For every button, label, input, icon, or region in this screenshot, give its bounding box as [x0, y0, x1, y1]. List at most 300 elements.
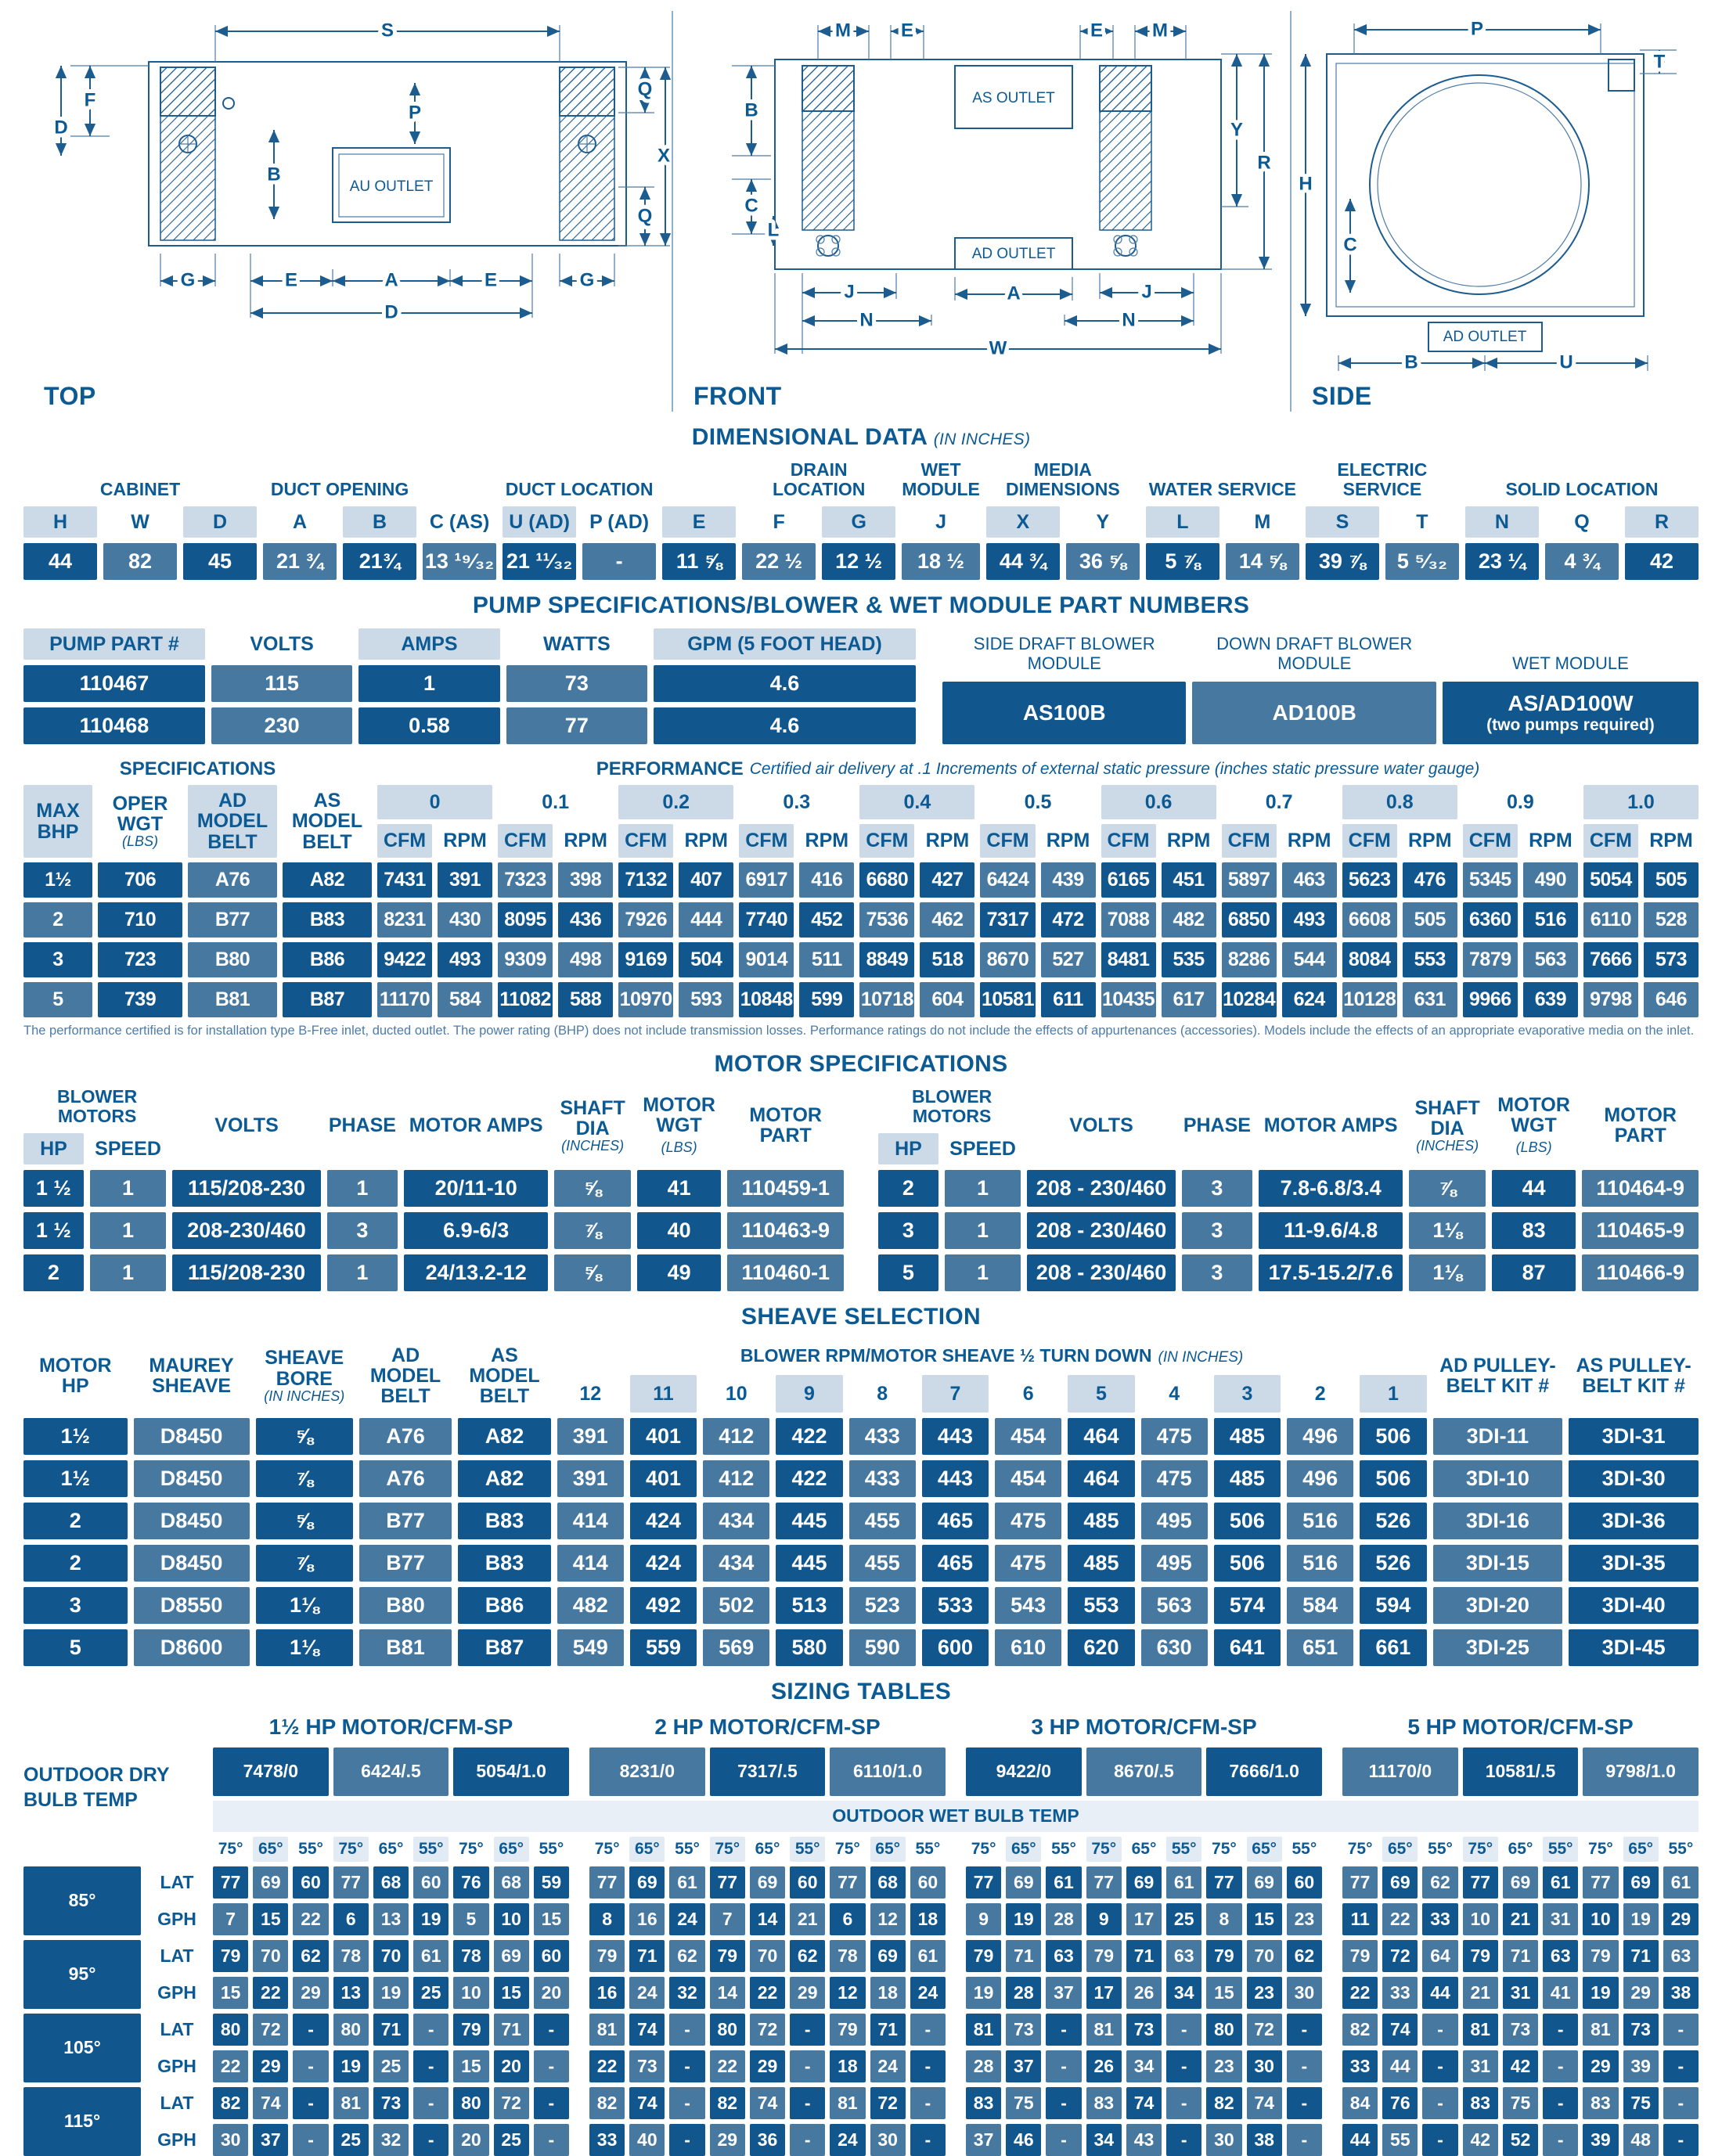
- model-cfm-sp-cell: 6424/.5: [333, 1747, 449, 1796]
- sheave-selection-title: SHEAVE SELECTION: [741, 1303, 981, 1330]
- lat-value-cell: 69: [1382, 1866, 1418, 1899]
- gph-value-cell: 16: [629, 1903, 665, 1935]
- gph-value-cell: 18: [870, 1977, 906, 2009]
- gph-value-cell: 25: [1166, 1903, 1201, 1935]
- lat-value-cell: 69: [750, 1866, 785, 1899]
- static-pressure-header: 0.4: [859, 785, 974, 819]
- pump-value-cell: 0.58: [358, 707, 499, 744]
- lat-row-label: LAT: [160, 1871, 194, 1892]
- cfm-value: 10581: [980, 982, 1035, 1017]
- sheave-value-cell: A76: [359, 1418, 452, 1455]
- cfm-value: 8670: [980, 942, 1035, 977]
- cfm-rpm-header: RPM: [1287, 830, 1331, 852]
- sheave-value-cell: B83: [458, 1503, 550, 1539]
- sheave-value-cell: 433: [849, 1418, 916, 1455]
- performance-spec-cell: 5: [23, 982, 92, 1017]
- gph-value-cell: 34: [1086, 2124, 1122, 2156]
- model-cfm-sp-cell: 9422/0: [966, 1747, 1082, 1796]
- cfm-rpm-header: CFM: [1583, 824, 1638, 858]
- gph-value-cell: 37: [966, 2124, 1001, 2156]
- lat-value-cell: 81: [830, 2087, 865, 2119]
- lat-value-cell: -: [1543, 2087, 1578, 2119]
- sheave-value-cell: 3DI-20: [1433, 1587, 1563, 1624]
- sheave-value-cell: D8450: [134, 1418, 250, 1455]
- spacer: [574, 2050, 585, 2082]
- gph-value-cell: -: [1422, 2050, 1457, 2082]
- cfm-rpm-header: RPM: [564, 830, 607, 852]
- sheave-turns-header: 9: [776, 1375, 842, 1413]
- lat-value-cell: 69: [1006, 1866, 1041, 1899]
- cfm-value: 8231: [377, 902, 432, 938]
- gph-value-cell: -: [790, 2050, 825, 2082]
- gph-value-cell: 41: [1543, 1977, 1578, 2009]
- rpm-value: 624: [1282, 982, 1337, 1017]
- hp-group-title: 1½ HP MOTOR/CFM-SP: [268, 1714, 513, 1739]
- spacer: [950, 2124, 961, 2156]
- sheave-value-cell: 495: [1141, 1503, 1208, 1539]
- static-pressure-header: 0.3: [783, 790, 811, 813]
- gph-value-cell: -: [1166, 2124, 1201, 2156]
- cfm-value: 5345: [1463, 862, 1518, 898]
- sheave-value-cell: 594: [1360, 1587, 1426, 1624]
- lat-value-cell: 72: [1247, 2014, 1282, 2046]
- cfm-value: 10435: [1101, 982, 1156, 1017]
- blower-motors-group-header: BLOWER MOTORS: [912, 1085, 992, 1126]
- gph-value-cell: 19: [1006, 1903, 1041, 1935]
- cfm-value: 6917: [739, 862, 794, 898]
- dim-value-cell: 22 ½: [742, 543, 816, 580]
- dim-column-group-header: DRAIN LOCATION: [772, 459, 866, 499]
- front-view-panel: [672, 11, 1290, 412]
- performance-left-header: MAX BHP: [23, 785, 92, 858]
- spacer: [950, 2014, 961, 2046]
- gph-value-cell: 22: [1382, 1903, 1418, 1935]
- rpm-value: 482: [1162, 902, 1216, 938]
- cfm-value: 6165: [1101, 862, 1156, 898]
- spacer: [1327, 2050, 1338, 2082]
- dim-value-cell: 4 ¾: [1545, 543, 1619, 580]
- dim-letter-f: F: [84, 89, 96, 111]
- lat-value-cell: -: [1543, 2014, 1578, 2046]
- sheave-value-cell: 414: [557, 1503, 624, 1539]
- gph-value-cell: 31: [1543, 1903, 1578, 1935]
- rpm-value: 611: [1041, 982, 1096, 1017]
- motor-value-cell: 40: [637, 1212, 722, 1249]
- gph-value-cell: 43: [1126, 2124, 1162, 2156]
- gph-value-cell: 29: [253, 2050, 288, 2082]
- lat-value-cell: 79: [1342, 1940, 1378, 1972]
- sheave-value-cell: B81: [359, 1629, 452, 1666]
- lat-value-cell: -: [1166, 2014, 1201, 2046]
- cfm-rpm-header: RPM: [1649, 830, 1693, 852]
- dim-letter-a: A: [1007, 283, 1021, 304]
- cfm-rpm-header: CFM: [980, 824, 1035, 858]
- lat-value-cell: 77: [1206, 1866, 1241, 1899]
- gph-value-cell: -: [790, 2124, 825, 2156]
- lat-value-cell: -: [1422, 2014, 1457, 2046]
- gph-value-cell: 23: [1287, 1903, 1322, 1935]
- sheave-value-cell: A76: [359, 1460, 452, 1497]
- motor-value-cell: ⅝: [554, 1170, 630, 1207]
- lat-value-cell: 71: [1126, 1940, 1162, 1972]
- gph-value-cell: 10: [1583, 1903, 1618, 1935]
- lat-value-cell: -: [293, 2087, 328, 2119]
- motor-value-cell: 208 - 230/460: [1027, 1170, 1176, 1207]
- spacer: [574, 2087, 585, 2119]
- hatched-area: [560, 67, 614, 116]
- spacer: [950, 1747, 961, 1796]
- dim-letter-m: M: [835, 20, 851, 41]
- sheave-turns-header: 12: [579, 1382, 602, 1405]
- sheave-value-cell: 569: [703, 1629, 769, 1666]
- au-outlet-label: AU OUTLET: [349, 178, 434, 196]
- gph-value-cell: -: [1663, 2124, 1699, 2156]
- gph-value-cell: 8: [1206, 1903, 1241, 1935]
- motor-value-cell: 208 - 230/460: [1027, 1254, 1176, 1291]
- motor-value-cell: 49: [637, 1254, 722, 1291]
- top-view-panel: [23, 11, 672, 412]
- gph-row-label: GPH: [157, 2129, 196, 2150]
- lat-value-cell: 79: [453, 2014, 488, 2046]
- pump-icon: [816, 236, 840, 256]
- dim-letter-u: U: [1559, 351, 1573, 373]
- cfm-value: 10970: [618, 982, 673, 1017]
- gph-value-cell: 19: [1623, 1903, 1659, 1935]
- sheave-value-cell: B77: [359, 1545, 452, 1582]
- lat-value-cell: 71: [1623, 1940, 1659, 1972]
- dry-bulb-temp-cell: 95°: [23, 1940, 141, 2009]
- dimensional-data-title-text: DIMENSIONAL DATA: [691, 424, 928, 450]
- lat-value-cell: 81: [1583, 2014, 1618, 2046]
- motor-value-cell: 11-9.6/4.8: [1259, 1212, 1403, 1249]
- lat-value-cell: -: [910, 2087, 946, 2119]
- spacer: [950, 1837, 961, 1862]
- sheave-value-cell: 455: [849, 1503, 916, 1539]
- motor-column-header: MOTOR AMPS: [409, 1114, 543, 1137]
- gph-value-cell: -: [413, 2124, 449, 2156]
- lat-value-cell: -: [1046, 2014, 1081, 2046]
- model-cfm-sp-cell: 7317/.5: [710, 1747, 826, 1796]
- outdoor-wet-bulb-header: OUTDOOR WET BULB TEMP: [213, 1801, 1699, 1832]
- gph-value-cell: 20: [534, 1977, 569, 2009]
- dim-column-group-header: MEDIA DIMENSIONS: [1006, 459, 1120, 499]
- dim-letter-header: T: [1416, 510, 1428, 533]
- sheave-value-cell: 3DI-31: [1569, 1418, 1699, 1455]
- gph-value-cell: 13: [373, 1903, 409, 1935]
- dim-column-group-header: DUCT OPENING: [270, 478, 409, 499]
- dim-letter-header: X: [986, 506, 1060, 538]
- rpm-value: 631: [1403, 982, 1457, 1017]
- sheave-value-cell: 475: [1141, 1418, 1208, 1455]
- dim-value-cell: 5 ⅞: [1146, 543, 1219, 580]
- lat-value-cell: 79: [1463, 1940, 1498, 1972]
- dim-letter-q: Q: [637, 205, 653, 227]
- gph-value-cell: 24: [629, 1977, 665, 2009]
- lat-value-cell: 72: [870, 2087, 906, 2119]
- sheave-value-cell: 401: [630, 1460, 697, 1497]
- sheave-value-cell: 3DI-35: [1569, 1545, 1699, 1582]
- motor-value-cell: 2: [23, 1254, 84, 1291]
- lat-value-cell: 60: [1287, 1866, 1322, 1899]
- motor-value-cell: 3: [878, 1212, 938, 1249]
- lat-value-cell: 74: [750, 2087, 785, 2119]
- wet-bulb-temp-header: 65°: [494, 1837, 529, 1862]
- cfm-value: 6110: [1583, 902, 1638, 938]
- performance-spec-cell: 723: [98, 942, 182, 977]
- rpm-value: 493: [1282, 902, 1337, 938]
- sheave-value-cell: 465: [922, 1503, 989, 1539]
- gph-value-cell: 33: [1382, 1977, 1418, 2009]
- rpm-value: 472: [1041, 902, 1096, 938]
- gph-value-cell: 20: [494, 2050, 529, 2082]
- dim-letter-b: B: [744, 99, 758, 121]
- sheave-value-cell: 485: [1068, 1503, 1134, 1539]
- sheave-value-cell: 485: [1068, 1545, 1134, 1582]
- rpm-value: 505: [1403, 902, 1457, 938]
- gph-value-cell: -: [1422, 2124, 1457, 2156]
- cfm-value: 11170: [377, 982, 432, 1017]
- sheave-left-header: AS MODEL BELT: [469, 1344, 540, 1408]
- wet-bulb-temp-header: 75°: [835, 1839, 860, 1858]
- dim-column-group-header: CABINET: [99, 478, 181, 499]
- gph-value-cell: 37: [1006, 2050, 1041, 2082]
- gph-value-cell: -: [413, 2050, 449, 2082]
- module-label: DOWN DRAFT BLOWER MODULE: [1216, 633, 1413, 673]
- sheave-value-cell: B77: [359, 1503, 452, 1539]
- motor-value-cell: 1: [945, 1212, 1021, 1249]
- lat-value-cell: -: [413, 2087, 449, 2119]
- rpm-value: 407: [679, 862, 733, 898]
- wet-bulb-temp-header: 75°: [1347, 1839, 1373, 1858]
- pulley-belt-kit-header: AD PULLEY-BELT KIT #: [1439, 1354, 1556, 1398]
- gph-value-cell: 29: [710, 2124, 745, 2156]
- model-cfm-sp-cell: 7666/1.0: [1206, 1747, 1322, 1796]
- performance-spec-cell: B86: [283, 942, 372, 977]
- lat-value-cell: -: [790, 2087, 825, 2119]
- gph-value-cell: 15: [494, 1977, 529, 2009]
- lat-value-cell: 77: [1583, 1866, 1618, 1899]
- performance-spec-cell: B77: [188, 902, 277, 938]
- gph-value-cell: 36: [750, 2124, 785, 2156]
- cfm-value: 7132: [618, 862, 673, 898]
- module-part-numbers-table: [942, 634, 1699, 745]
- gph-value-cell: 29: [750, 2050, 785, 2082]
- lat-value-cell: 81: [589, 2014, 625, 2046]
- spacer: [574, 2014, 585, 2046]
- dim-letter-header: D: [183, 506, 257, 538]
- sheave-value-cell: 3DI-16: [1433, 1503, 1563, 1539]
- sheave-value-cell: B86: [458, 1587, 550, 1624]
- lat-value-cell: 60: [413, 1866, 449, 1899]
- static-pressure-header: 0.7: [1265, 790, 1293, 813]
- lat-value-cell: 79: [830, 2014, 865, 2046]
- dim-letter-header: M: [1254, 510, 1271, 533]
- lat-value-cell: 60: [293, 1866, 328, 1899]
- static-pressure-header: 0.2: [618, 785, 733, 819]
- lat-value-cell: 72: [494, 2087, 529, 2119]
- dim-letter-e: E: [484, 269, 498, 291]
- lat-value-cell: -: [1287, 2087, 1322, 2119]
- motor-value-cell: 115/208-230: [172, 1254, 321, 1291]
- sheave-value-cell: 641: [1214, 1629, 1281, 1666]
- sheave-value-cell: 422: [776, 1460, 842, 1497]
- cfm-value: 8286: [1222, 942, 1277, 977]
- pump-specifications-section: [23, 592, 1699, 744]
- dim-letter-n: N: [859, 309, 874, 331]
- lat-value-cell: -: [293, 2014, 328, 2046]
- dim-letter-e: E: [1090, 20, 1104, 41]
- pump-icon: [1114, 236, 1137, 256]
- gph-value-cell: 37: [1046, 1977, 1081, 2009]
- lat-value-cell: 81: [333, 2087, 369, 2119]
- lat-value-cell: 71: [494, 2014, 529, 2046]
- gph-value-cell: 29: [293, 1977, 328, 2009]
- rpm-value: 593: [679, 982, 733, 1017]
- lat-value-cell: 75: [1503, 2087, 1538, 2119]
- lat-value-cell: 75: [1006, 2087, 1041, 2119]
- cfm-value: 9798: [1583, 982, 1638, 1017]
- cfm-rpm-header: RPM: [1408, 830, 1452, 852]
- dim-value-cell: 11 ⅝: [662, 543, 736, 580]
- cfm-rpm-header: CFM: [739, 824, 794, 858]
- lat-value-cell: 62: [293, 1940, 328, 1972]
- spacer: [1327, 1866, 1338, 1899]
- gph-value-cell: 8: [589, 1903, 625, 1935]
- gph-value-cell: 9: [966, 1903, 1001, 1935]
- spacer: [574, 2124, 585, 2156]
- sheave-value-cell: 516: [1287, 1503, 1353, 1539]
- cfm-value: 10848: [739, 982, 794, 1017]
- wet-bulb-temp-header: 55°: [539, 1839, 564, 1858]
- dim-letter-header: A: [293, 510, 308, 533]
- wet-bulb-temp-header: 55°: [915, 1839, 941, 1858]
- lat-row-label: LAT: [160, 1945, 194, 1966]
- dim-column-group-header: SOLID LOCATION: [1505, 478, 1659, 499]
- sheave-turns-header: 2: [1314, 1382, 1326, 1405]
- lat-value-cell: 74: [629, 2014, 665, 2046]
- cfm-value: 8849: [859, 942, 914, 977]
- gph-value-cell: 30: [1287, 1977, 1322, 2009]
- side-view-outline: [1327, 54, 1644, 351]
- spacer: [950, 1866, 961, 1899]
- gph-value-cell: 46: [1006, 2124, 1041, 2156]
- pulley-belt-kit-header: AS PULLEY-BELT KIT #: [1576, 1354, 1691, 1398]
- dim-letter-e: E: [900, 20, 914, 41]
- lat-value-cell: 79: [589, 1940, 625, 1972]
- gph-value-cell: -: [1663, 2050, 1699, 2082]
- sheave-value-cell: B87: [458, 1629, 550, 1666]
- motor-value-cell: 110465-9: [1582, 1212, 1699, 1249]
- pump-value-cell: 77: [506, 707, 647, 744]
- wet-bulb-temp-header: 65°: [1508, 1839, 1533, 1858]
- lat-value-cell: 78: [333, 1940, 369, 1972]
- sheave-turns-header: 5: [1068, 1375, 1134, 1413]
- cfm-value: 10284: [1222, 982, 1277, 1017]
- sheave-value-cell: 485: [1214, 1418, 1281, 1455]
- dim-letter-n: N: [1122, 309, 1136, 331]
- lat-value-cell: 77: [333, 1866, 369, 1899]
- pump-value-cell: 110468: [23, 707, 205, 744]
- sheave-value-cell: 584: [1287, 1587, 1353, 1624]
- dim-letter-p: P: [1470, 18, 1484, 40]
- gph-value-cell: 42: [1463, 2124, 1498, 2156]
- pump-column-header: PUMP PART #: [23, 628, 205, 660]
- model-cfm-sp-cell: 5054/1.0: [453, 1747, 569, 1796]
- wet-bulb-temp-header: 65°: [253, 1837, 288, 1862]
- motor-value-cell: 1: [90, 1212, 166, 1249]
- sheave-value-cell: 464: [1068, 1418, 1134, 1455]
- rpm-value: 639: [1523, 982, 1578, 1017]
- sheave-value-cell: 433: [849, 1460, 916, 1497]
- top-view-diagram: [23, 11, 672, 376]
- wet-bulb-temp-header: 55°: [1428, 1839, 1453, 1858]
- cfm-value: 7088: [1101, 902, 1156, 938]
- lat-row-label: LAT: [160, 2018, 194, 2039]
- dim-letter-t: T: [1653, 51, 1666, 73]
- gph-value-cell: 24: [910, 1977, 946, 2009]
- gph-value-cell: 18: [830, 2050, 865, 2082]
- sheave-value-cell: 620: [1068, 1629, 1134, 1666]
- lat-value-cell: 69: [870, 1940, 906, 1972]
- dim-letter-e: E: [284, 269, 298, 291]
- lat-value-cell: 69: [253, 1866, 288, 1899]
- hp-group-title: 2 HP MOTOR/CFM-SP: [654, 1714, 881, 1739]
- gph-value-cell: 33: [1422, 1903, 1457, 1935]
- performance-table: [23, 758, 1699, 1038]
- spacer: [1327, 1903, 1338, 1935]
- wet-bulb-temp-header: 65°: [1006, 1837, 1041, 1862]
- dim-value-cell: 44 ¾: [986, 543, 1060, 580]
- dim-value-cell: 42: [1625, 543, 1699, 580]
- dim-value-cell: 82: [103, 543, 177, 580]
- dim-letter-l: L: [767, 219, 780, 241]
- performance-spec-cell: 710: [98, 902, 182, 938]
- gph-value-cell: -: [1166, 2050, 1201, 2082]
- lat-value-cell: 63: [1046, 1940, 1081, 1972]
- gph-value-cell: 25: [373, 2050, 409, 2082]
- gph-value-cell: 10: [494, 1903, 529, 1935]
- lat-value-cell: 61: [413, 1940, 449, 1972]
- gph-row-label: GPH: [157, 1981, 196, 2003]
- lat-value-cell: 73: [1126, 2014, 1162, 2046]
- sheave-value-cell: D8450: [134, 1460, 250, 1497]
- gph-value-cell: 11: [1342, 1903, 1378, 1935]
- gph-value-cell: 44: [1342, 2124, 1378, 2156]
- dim-value-cell: 44: [23, 543, 97, 580]
- gph-value-cell: 26: [1126, 1977, 1162, 2009]
- dim-letter-m: M: [1152, 20, 1168, 41]
- sheave-value-cell: 391: [557, 1460, 624, 1497]
- gph-value-cell: 32: [373, 2124, 409, 2156]
- top-view-outline: [149, 62, 626, 246]
- cfm-value: 8084: [1342, 942, 1397, 977]
- pump-value-cell: 110467: [23, 665, 205, 702]
- pump-value-cell: 73: [506, 665, 647, 702]
- motor-value-cell: 1: [90, 1170, 166, 1207]
- lat-value-cell: -: [669, 2087, 704, 2119]
- spacer: [574, 1747, 585, 1796]
- cfm-value: 7536: [859, 902, 914, 938]
- lat-value-cell: 73: [1503, 2014, 1538, 2046]
- cfm-rpm-header: CFM: [618, 824, 673, 858]
- sheave-value-cell: B80: [359, 1587, 452, 1624]
- lat-value-cell: 76: [1382, 2087, 1418, 2119]
- side-view-title: SIDE: [1312, 382, 1372, 410]
- dim-letter-j: J: [1141, 281, 1152, 303]
- motor-column-header: PHASE: [1183, 1114, 1251, 1137]
- pump-column-header: GPM (5 FOOT HEAD): [654, 628, 916, 660]
- sheave-value-cell: 424: [630, 1503, 697, 1539]
